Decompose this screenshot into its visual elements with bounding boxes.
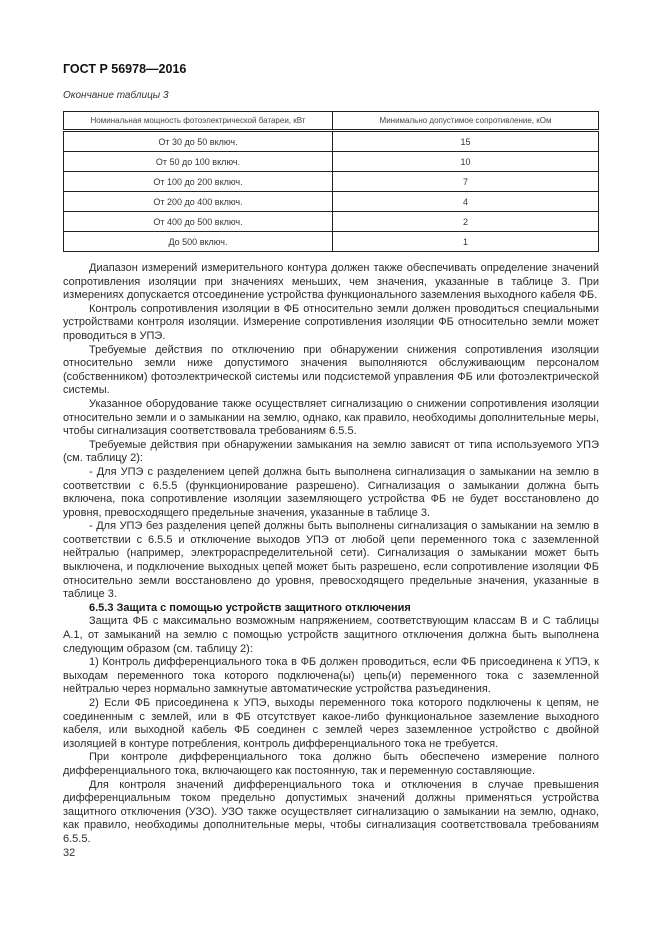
paragraph: Требуемые действия при обнаружении замыкания на землю зависят от типа используемого УПЭ (см. таблицу 2):: [63, 438, 599, 465]
paragraph: Диапазон измерений измерительного контура должен также обеспечивать определение значений сопротивления изоляции при значениях меньших, чем значения, указанные в таблице 3. При измерениях допускается отсоединение устройства функционального заземления выходного кабеля ФБ.: [63, 262, 599, 302]
paragraph: Защита ФБ с максимально возможным напряжением, соответствующим классам В и С таблицы А.1, от замыканий на землю с помощью устройств защитного отключения должна быть выполнена следующим образом (см. таблицу 2):: [63, 615, 599, 655]
column-header-resistance: Минимально допустимое сопротивление, кОм: [333, 112, 599, 131]
table-row: [64, 131, 599, 152]
numbered-item-paragraph: 2) Если ФБ присоединена к УПЭ, выходы переменного тока которого подключены к цепям, не соединенным с землей, или в ФБ отсутствует какое-либо функциональное заземление выходного кабеля, или выходной кабель ФБ соединен с землей через заземленное устройство с двойной изоляцией в контуре потребления, контроль дифференциального тока не требуется.: [63, 697, 599, 750]
body-text: [63, 262, 599, 847]
cell-power: От 100 до 200 включ.: [64, 172, 333, 192]
document-standard-header: ГОСТ Р 56978—2016: [63, 62, 187, 76]
page-number: 32: [63, 847, 76, 859]
table-row: [64, 192, 599, 212]
numbered-item-paragraph: 1) Контроль дифференциального тока в ФБ должен проводиться, если ФБ присоединена к УПЭ, к выходам переменного тока которого подключена(ы) цепь(и) переменного тока с заземленной нейтралью через нормально замкнутые автоматические устройства разъединения.: [63, 656, 599, 696]
column-header-power: Номинальная мощность фотоэлектрической батареи, кВт: [64, 112, 333, 131]
paragraph: Указанное оборудование также осуществляет сигнализацию о снижении сопротивления изоляции относительно земли и о замыкании на землю, однако, как правило, необходимы дополнительные меры, чтобы сигнализация соответствовала требованиям 6.5.5.: [63, 397, 599, 438]
cell-power: От 400 до 500 включ.: [64, 212, 333, 232]
table-row: [64, 232, 599, 252]
cell-resistance: 1: [333, 232, 599, 252]
cell-resistance: 7: [333, 172, 599, 192]
list-item-paragraph: - Для УПЭ без разделения цепей должны быть выполнены сигнализация о замыкании на землю в соответствии с 6.5.5 и отключение выходов УПЭ от любой цепи переменного тока с заземленной нейтралью (например, электрораспределительной сети). Сигнализация о замыкании может быть выключена, и подключение выходных цепей может быть разрешено, если сопротивление изоляции ФБ относительно земли восстановлено до уровня, превосходящего предельные значения, указанные в таблице 3.: [63, 520, 599, 601]
cell-resistance: 10: [333, 152, 599, 172]
table-caption: Окончание таблицы 3: [63, 90, 169, 101]
resistance-table: [63, 111, 599, 252]
paragraph: Контроль сопротивления изоляции в ФБ относительно земли должен проводиться специальными устройствами контроля изоляции. Измерение сопротивления изоляции ФБ относительно земли может проводиться в УПЭ.: [63, 302, 599, 342]
cell-power: До 500 включ.: [64, 232, 333, 252]
cell-power: От 50 до 100 включ.: [64, 152, 333, 172]
cell-power: От 30 до 50 включ.: [64, 131, 333, 152]
table-row: [64, 172, 599, 192]
cell-resistance: 4: [333, 192, 599, 212]
table-header-row: [64, 112, 599, 131]
section-heading: 6.5.3 Защита с помощью устройств защитного отключения: [89, 601, 411, 614]
table-row: [64, 212, 599, 232]
paragraph: Требуемые действия по отключению при обнаружении снижения сопротивления изоляции относительно земли ниже допустимого значения выполняются обслуживающим персоналом (собственником) фотоэлектрической системы или подсистемой управления ФБ или фотоэлектрической системы.: [63, 343, 599, 397]
paragraph: При контроле дифференциального тока должно быть обеспечено измерение полного дифференциального тока, включающего как постоянную, так и переменную составляющие.: [63, 751, 599, 777]
cell-resistance: 2: [333, 212, 599, 232]
cell-resistance: 15: [333, 131, 599, 152]
cell-power: От 200 до 400 включ.: [64, 192, 333, 212]
paragraph: Для контроля значений дифференциального тока и отключения в случае превышения дифференциальным током предельно допустимых значений должны применяться устройства защитного отключения (УЗО). УЗО также осуществляет сигнализацию о замыкании на землю, однако, как правило, необходимы дополнительные меры, чтобы сигнализация соответствовала требованиям 6.5.5.: [63, 778, 599, 845]
table-row: [64, 152, 599, 172]
list-item-paragraph: - Для УПЭ с разделением цепей должна быть выполнена сигнализация о замыкании на землю в соответствии с 6.5.5 (функционирование разрешено). Сигнализация о замыкании должна быть включена, пока сопротивление изоляции заземляющего устройства ФБ не будет восстановлено до уровня, превосходящего предельные значения, указанные в таблице 3.: [63, 465, 599, 519]
